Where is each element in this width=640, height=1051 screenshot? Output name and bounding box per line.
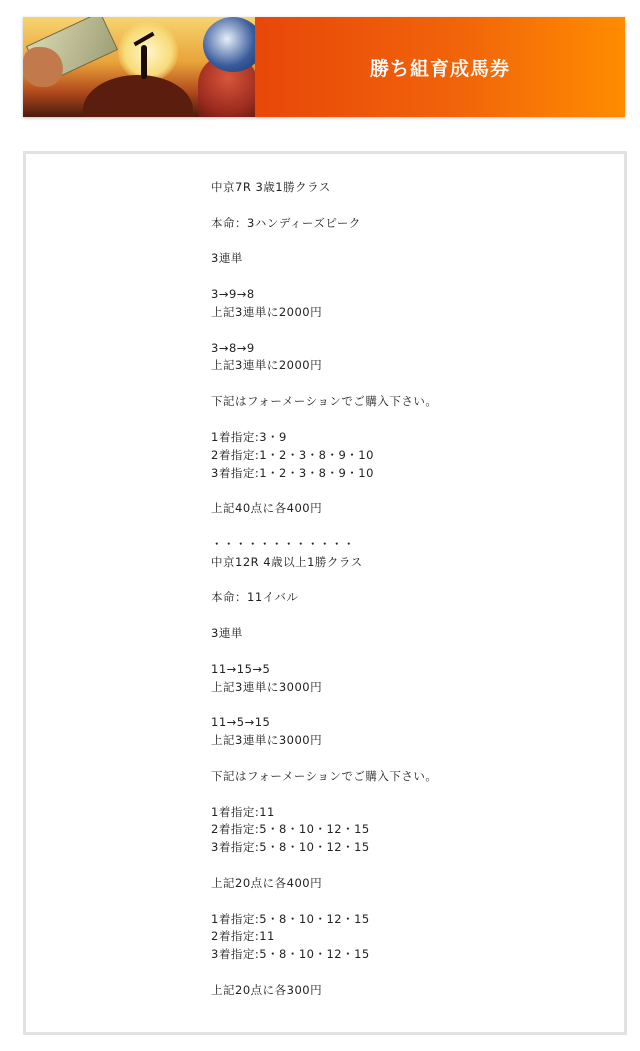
text-line: 3→8→9 xyxy=(211,340,255,355)
text-line xyxy=(211,893,437,911)
text-line: 3着指定:5・8・10・12・15 xyxy=(211,840,370,855)
text-line: 上記3連単に2000円 xyxy=(211,358,323,373)
text-line: 3着指定:5・8・10・12・15 xyxy=(211,947,370,962)
text-line: 3→9→8 xyxy=(211,287,255,302)
jockey-helmet-graphic xyxy=(203,17,255,72)
text-line: 中京12R 4歳以上1勝クラス xyxy=(211,554,363,569)
text-line: 上記3連単に3000円 xyxy=(211,733,323,748)
prediction-content-box xyxy=(23,151,627,1035)
banner-title-area xyxy=(255,17,625,117)
text-line: 下記はフォーメーションでご購入下さい。 xyxy=(211,768,438,783)
text-line: 上記20点に各400円 xyxy=(211,875,323,890)
banner-image xyxy=(23,17,255,117)
text-line xyxy=(211,411,437,429)
text-line xyxy=(211,482,437,500)
text-line: 2着指定:11 xyxy=(211,929,275,944)
hand-graphic xyxy=(23,47,63,87)
text-line: 1着指定:11 xyxy=(211,804,275,819)
text-line: 上記40点に各400円 xyxy=(211,501,323,516)
text-line xyxy=(211,857,437,875)
text-line xyxy=(211,233,437,251)
text-line: 上記20点に各300円 xyxy=(211,982,323,997)
text-line xyxy=(211,518,437,536)
text-line xyxy=(211,268,437,286)
text-line xyxy=(211,197,437,215)
climber-silhouette xyxy=(141,45,147,79)
text-line xyxy=(211,375,437,393)
sun-graphic xyxy=(118,22,178,82)
header-banner xyxy=(23,17,625,117)
text-line: 3着指定:1・2・3・8・9・10 xyxy=(211,465,374,480)
text-line: 1着指定:5・8・10・12・15 xyxy=(211,911,370,926)
text-line xyxy=(211,643,437,661)
text-line: 本命：3ハンディーズピーク xyxy=(211,215,361,230)
text-line xyxy=(211,607,437,625)
banner-title: 勝ち組育成馬券 xyxy=(369,57,510,80)
text-line: 中京7R 3歳1勝クラス xyxy=(211,180,331,194)
prediction-text xyxy=(211,179,437,1000)
text-line xyxy=(211,750,437,768)
text-line: 本命：11イバル xyxy=(211,590,299,605)
text-line: 11→5→15 xyxy=(211,715,271,730)
mountain-graphic xyxy=(83,75,193,117)
text-line xyxy=(211,572,437,590)
text-line: 1着指定:3・9 xyxy=(211,429,287,444)
text-line xyxy=(211,964,437,982)
text-line: 下記はフォーメーションでご購入下さい。 xyxy=(211,394,438,409)
text-line: 3連単 xyxy=(211,626,243,641)
text-line: 2着指定:5・8・10・12・15 xyxy=(211,822,370,837)
text-line: 11→15→5 xyxy=(211,661,271,676)
text-line: 上記3連単に2000円 xyxy=(211,304,323,319)
text-line: 2着指定:1・2・3・8・9・10 xyxy=(211,447,374,462)
text-line: ・・・・・・・・・・・・ xyxy=(211,536,355,551)
text-line xyxy=(211,322,437,340)
text-line xyxy=(211,786,437,804)
text-line: 上記3連単に3000円 xyxy=(211,679,323,694)
text-line xyxy=(211,696,437,714)
text-line: 3連単 xyxy=(211,251,243,266)
